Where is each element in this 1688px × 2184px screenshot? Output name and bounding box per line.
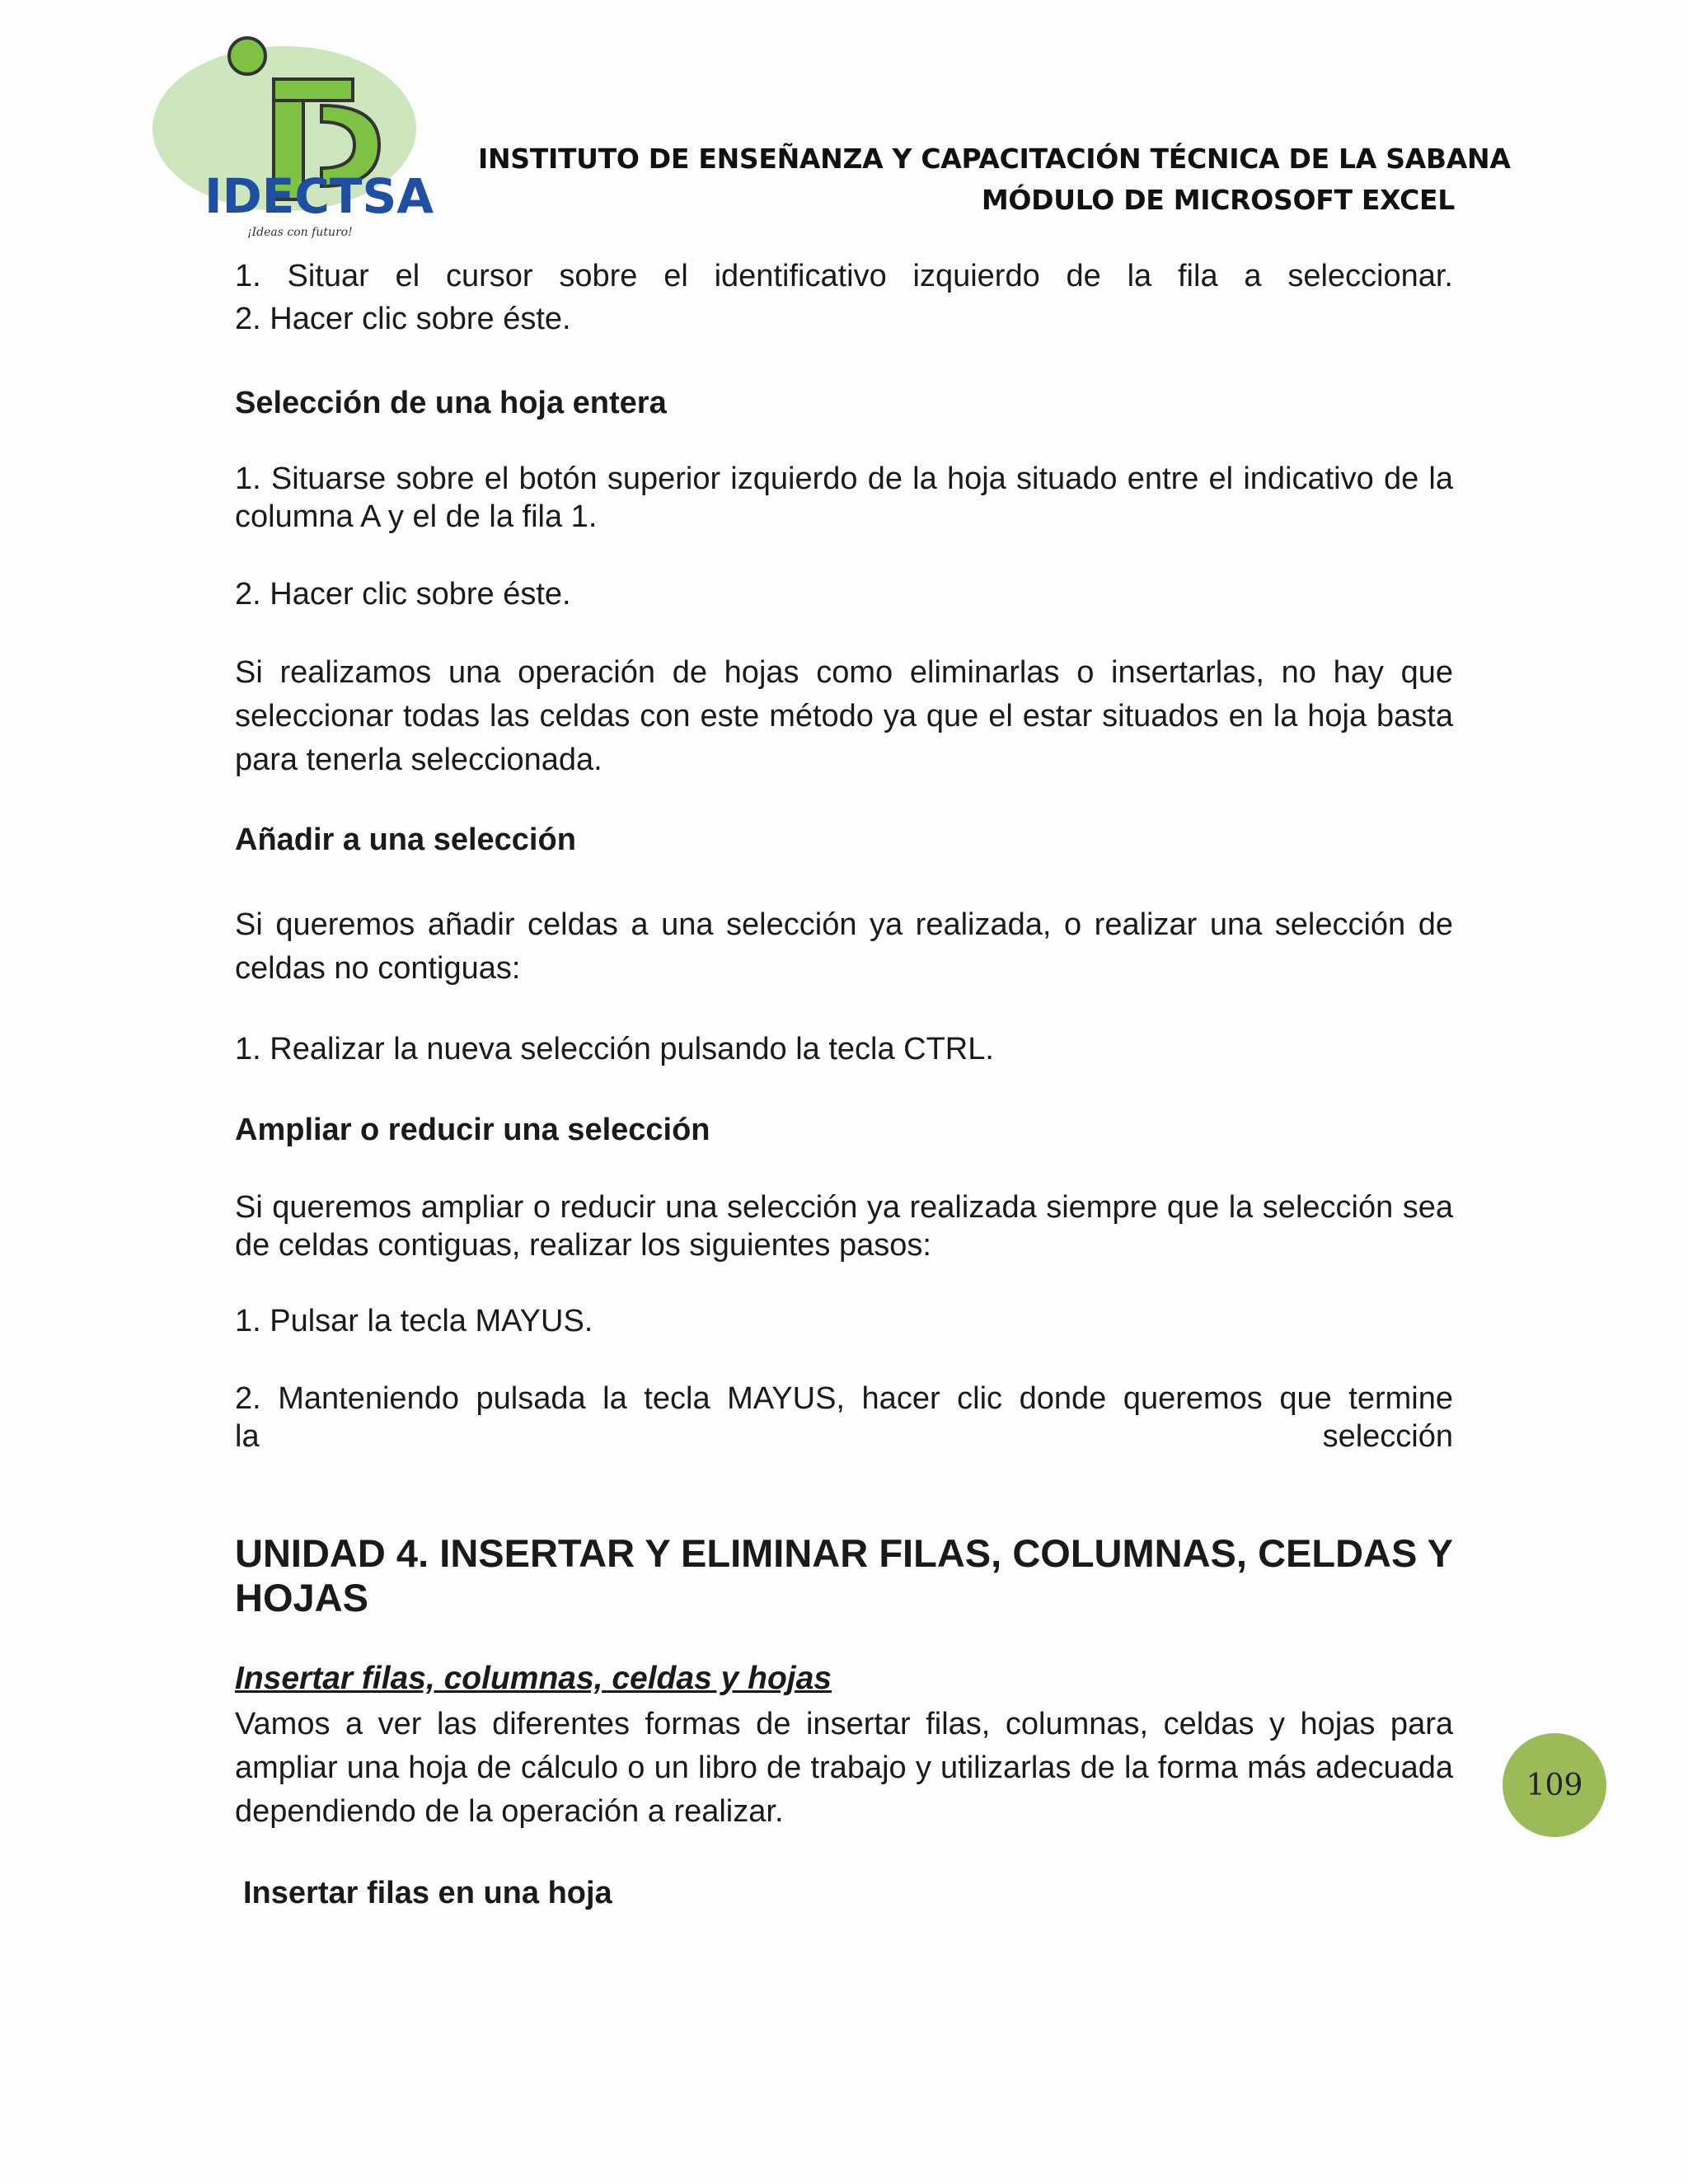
module-name: MÓDULO DE MICROSOFT EXCEL <box>981 184 1455 216</box>
sheet-step-1: 1. Situarse sobre el botón superior izquierdo de la hoja situado entre el indicativo de la columna A y el de la fila 1. <box>235 462 1453 534</box>
extend-selection-intro: Si queremos ampliar o reducir una selección ya realizada siempre que la selección sea de celdas contiguas, realizar los siguientes pasos: <box>235 1190 1453 1263</box>
page-number-badge <box>1503 1733 1606 1837</box>
logo-wordmark: IDECTSA <box>204 168 434 224</box>
extend-step-2-continuation <box>235 1418 1453 1455</box>
unit-4-title: UNIDAD 4. INSERTAR Y ELIMINAR FILAS, COLUMNAS, CELDAS Y HOJAS <box>235 1531 1453 1619</box>
add-selection-step-1: 1. Realizar la nueva selección pulsando la tecla CTRL. <box>235 1032 994 1066</box>
heading-extend-selection: Ampliar o reducir una selección <box>235 1113 710 1147</box>
sheet-note: Si realizamos una operación de hojas como eliminarlas o insertarlas, no hay que seleccionar todas las celdas con este método ya que el estar situados en la hoja basta para tenerla seleccionada. <box>235 655 1453 777</box>
heading-insert-rows: Insertar filas en una hoja <box>243 1876 612 1910</box>
unit-4-intro: Vamos a ver las diferentes formas de insertar filas, columnas, celdas y hojas para ampliar una hoja de cálculo o un libro de trabajo y utilizarlas de la forma más adecuada dependiendo de la operación a realizar. <box>235 1707 1453 1829</box>
extend-step-2: 2. Manteniendo pulsada la tecla MAYUS, hacer clic donde queremos que termine <box>235 1381 1453 1416</box>
extend-step-2-end-left: la <box>235 1419 260 1454</box>
heading-add-selection: Añadir a una selección <box>235 823 576 857</box>
logo-tagline: ¡Ideas con futuro! <box>247 226 353 239</box>
extend-step-2-end-right: selección <box>1322 1419 1453 1454</box>
idectsa-logo <box>132 30 478 244</box>
unit-4-subtitle: Insertar filas, columnas, celdas y hojas <box>235 1661 832 1696</box>
institution-name: INSTITUTO DE ENSEÑANZA Y CAPACITACIÓN TÉCNICA DE LA SABANA <box>478 143 1511 175</box>
add-selection-intro: Si queremos añadir celdas a una selección ya realizada, o realizar una selección de celdas no contiguas: <box>235 907 1453 986</box>
row-step-2: 2. Hacer clic sobre éste. <box>235 302 571 336</box>
row-step-1: 1. Situar el cursor sobre el identificativo izquierdo de la fila a seleccionar. <box>235 259 1453 293</box>
sheet-step-2: 2. Hacer clic sobre éste. <box>235 577 571 612</box>
heading-sheet-selection: Selección de una hoja entera <box>235 386 667 420</box>
document-header <box>478 138 1511 221</box>
page-number: 109 <box>1526 1768 1583 1802</box>
extend-step-1: 1. Pulsar la tecla MAYUS. <box>235 1304 593 1338</box>
